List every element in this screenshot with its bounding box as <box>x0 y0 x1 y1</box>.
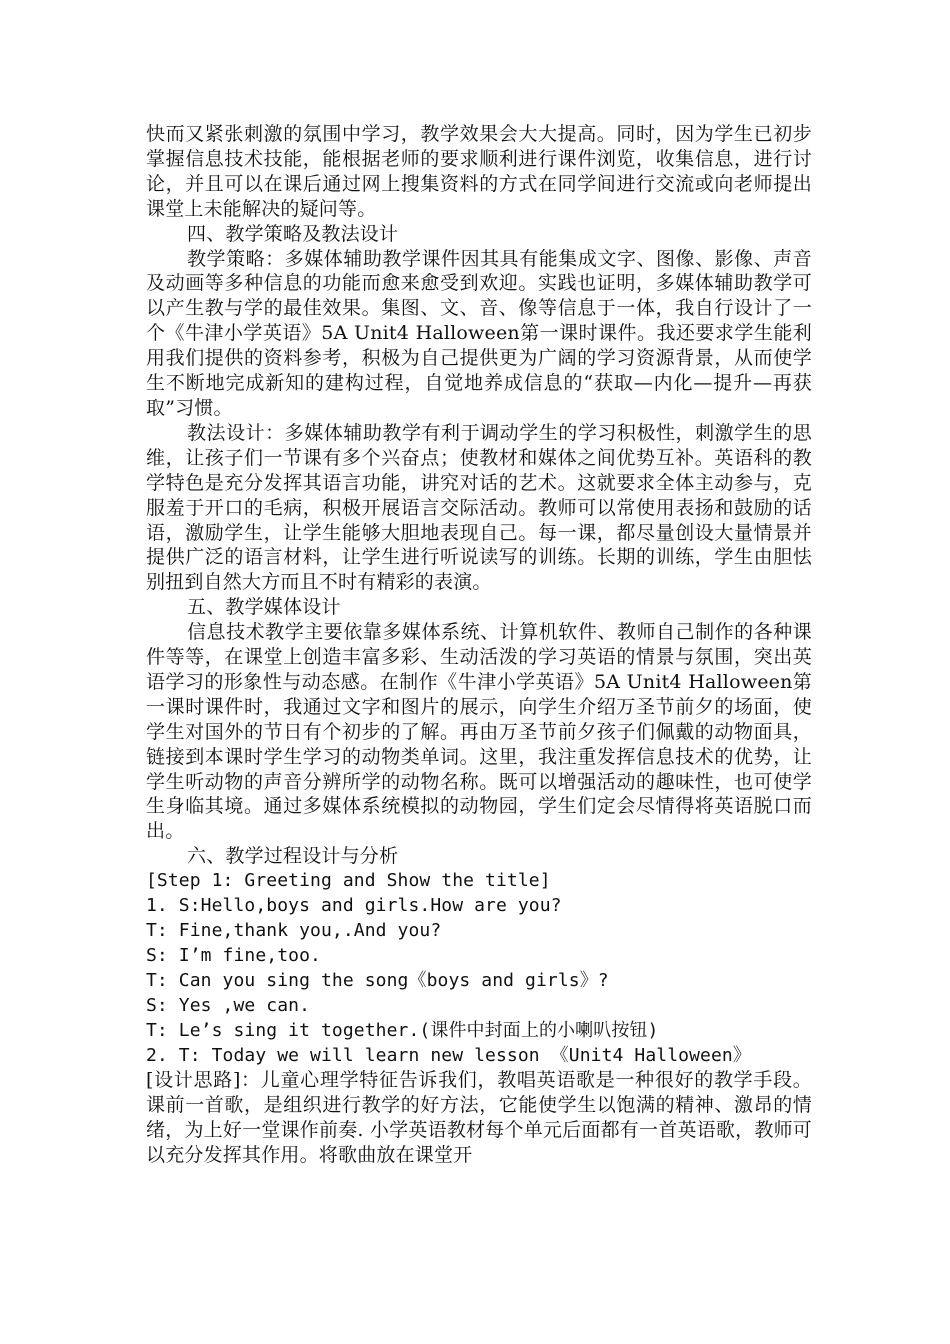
dialogue-line: 2. T: Today we will learn new lesson 《Unit4 Halloween》 <box>146 1044 751 1066</box>
dialogue-line: T: Fine,thank you,.And you? <box>146 920 442 941</box>
dialogue-line: S: Yes ,we can. <box>146 994 311 1016</box>
paragraph-media-design: 信息技术教学主要依靠多媒体系统、计算机软件、教师自己制作的各种课件等等，在课堂上创造丰富多彩、生动活泼的学习英语的情景与氛围，突出英语学习的形象性与动态感。在制作《牛津小学英语》5A Unit4 Halloween第一课时课件时，我通过文字和图片的展示，向学生介绍万圣节前夕的场面，使学生对国外的节日有个初步的了解。再由万圣节前夕孩子们佩戴的动物面具，链接到本课时学生学习的动物类单词。这里，我注重发挥信息技术的优势，让学生听动物的声音分辨所学的动物名称。既可以增强活动的趣味性，也可使学生身临其境。通过多媒体系统模拟的动物园，学生们定会尽情得将英语脱口而出。 <box>146 621 812 843</box>
paragraph-design-rationale: [设计思路]：儿童心理学特征告诉我们，教唱英语歌是一种很好的教学手段。课前一首歌，是组织进行教学的好方法，它能使学生以饱满的精神、激昂的情绪，为上好一堂课作前奏. 小学英语教材每个单元后面都有一首英语歌，教师可以充分发挥其作用。将歌曲放在课堂开 <box>146 1069 812 1167</box>
paragraph-teaching-method: 教法设计：多媒体辅助教学有利于调动学生的学习积极性，刺激学生的思维，让孩子们一节课有多个兴奋点；使教材和媒体之间优势互补。英语科的教学特色是充分发挥其语言功能，讲究对话的艺术。这就要求全体主动参与，克服羞于开口的毛病，积极开展语言交际活动。教师可以常使用表扬和鼓励的话语，激励学生，让学生能够大胆地表现自己。每一课，都尽量创设大量情景并提供广泛的语言材料，让学生进行听说读写的训练。长期的训练，学生由胆怯别扭到自然大方而且不时有精彩的表演。 <box>146 421 812 594</box>
dialogue-line: T: Can you sing the song《boys and girls》? <box>146 969 609 991</box>
dialogue-line: 1. S:Hello,boys and girls.How are you? <box>146 895 562 917</box>
document-page <box>146 122 812 1168</box>
section-heading-media: 五、教学媒体设计 <box>187 596 341 619</box>
paragraph-teaching-strategy: 教学策略：多媒体辅助教学课件因其具有能集成文字、图像、影像、声音及动画等多种信息的功能而愈来愈受到欢迎。实践也证明，多媒体辅助教学可以产生教与学的最佳效果。集图、文、音、像等信息于一体，我自行设计了一个《牛津小学英语》5A Unit4 Halloween第一课时课件。我还要求学生能利用我们提供的资料参考，积极为自己提供更为广阔的学习资源背景，从而使学生不断地完成新知的建构过程，自觉地养成信息的“获取—内化—提升—再获取”习惯。 <box>146 247 812 419</box>
dialogue-line: S: I’m fine,too. <box>146 944 321 966</box>
paragraph-intro-continued: 快而又紧张刺激的氛围中学习，教学效果会大大提高。同时，因为学生已初步掌握信息技术技能，能根据老师的要求顺利进行课件浏览，收集信息，进行讨论，并且可以在课后通过网上搜集资料的方式在同学间进行交流或向老师提出课堂上未能解决的疑问等。 <box>146 123 812 220</box>
dialogue-line: [Step 1: Greeting and Show the title] <box>146 870 551 892</box>
section-heading-process: 六、教学过程设计与分析 <box>187 845 399 868</box>
section-heading-strategy: 四、教学策略及教法设计 <box>187 222 399 245</box>
dialogue-line: T: Le’s sing it together.(课件中封面上的小喇叭按钮) <box>146 1019 659 1041</box>
